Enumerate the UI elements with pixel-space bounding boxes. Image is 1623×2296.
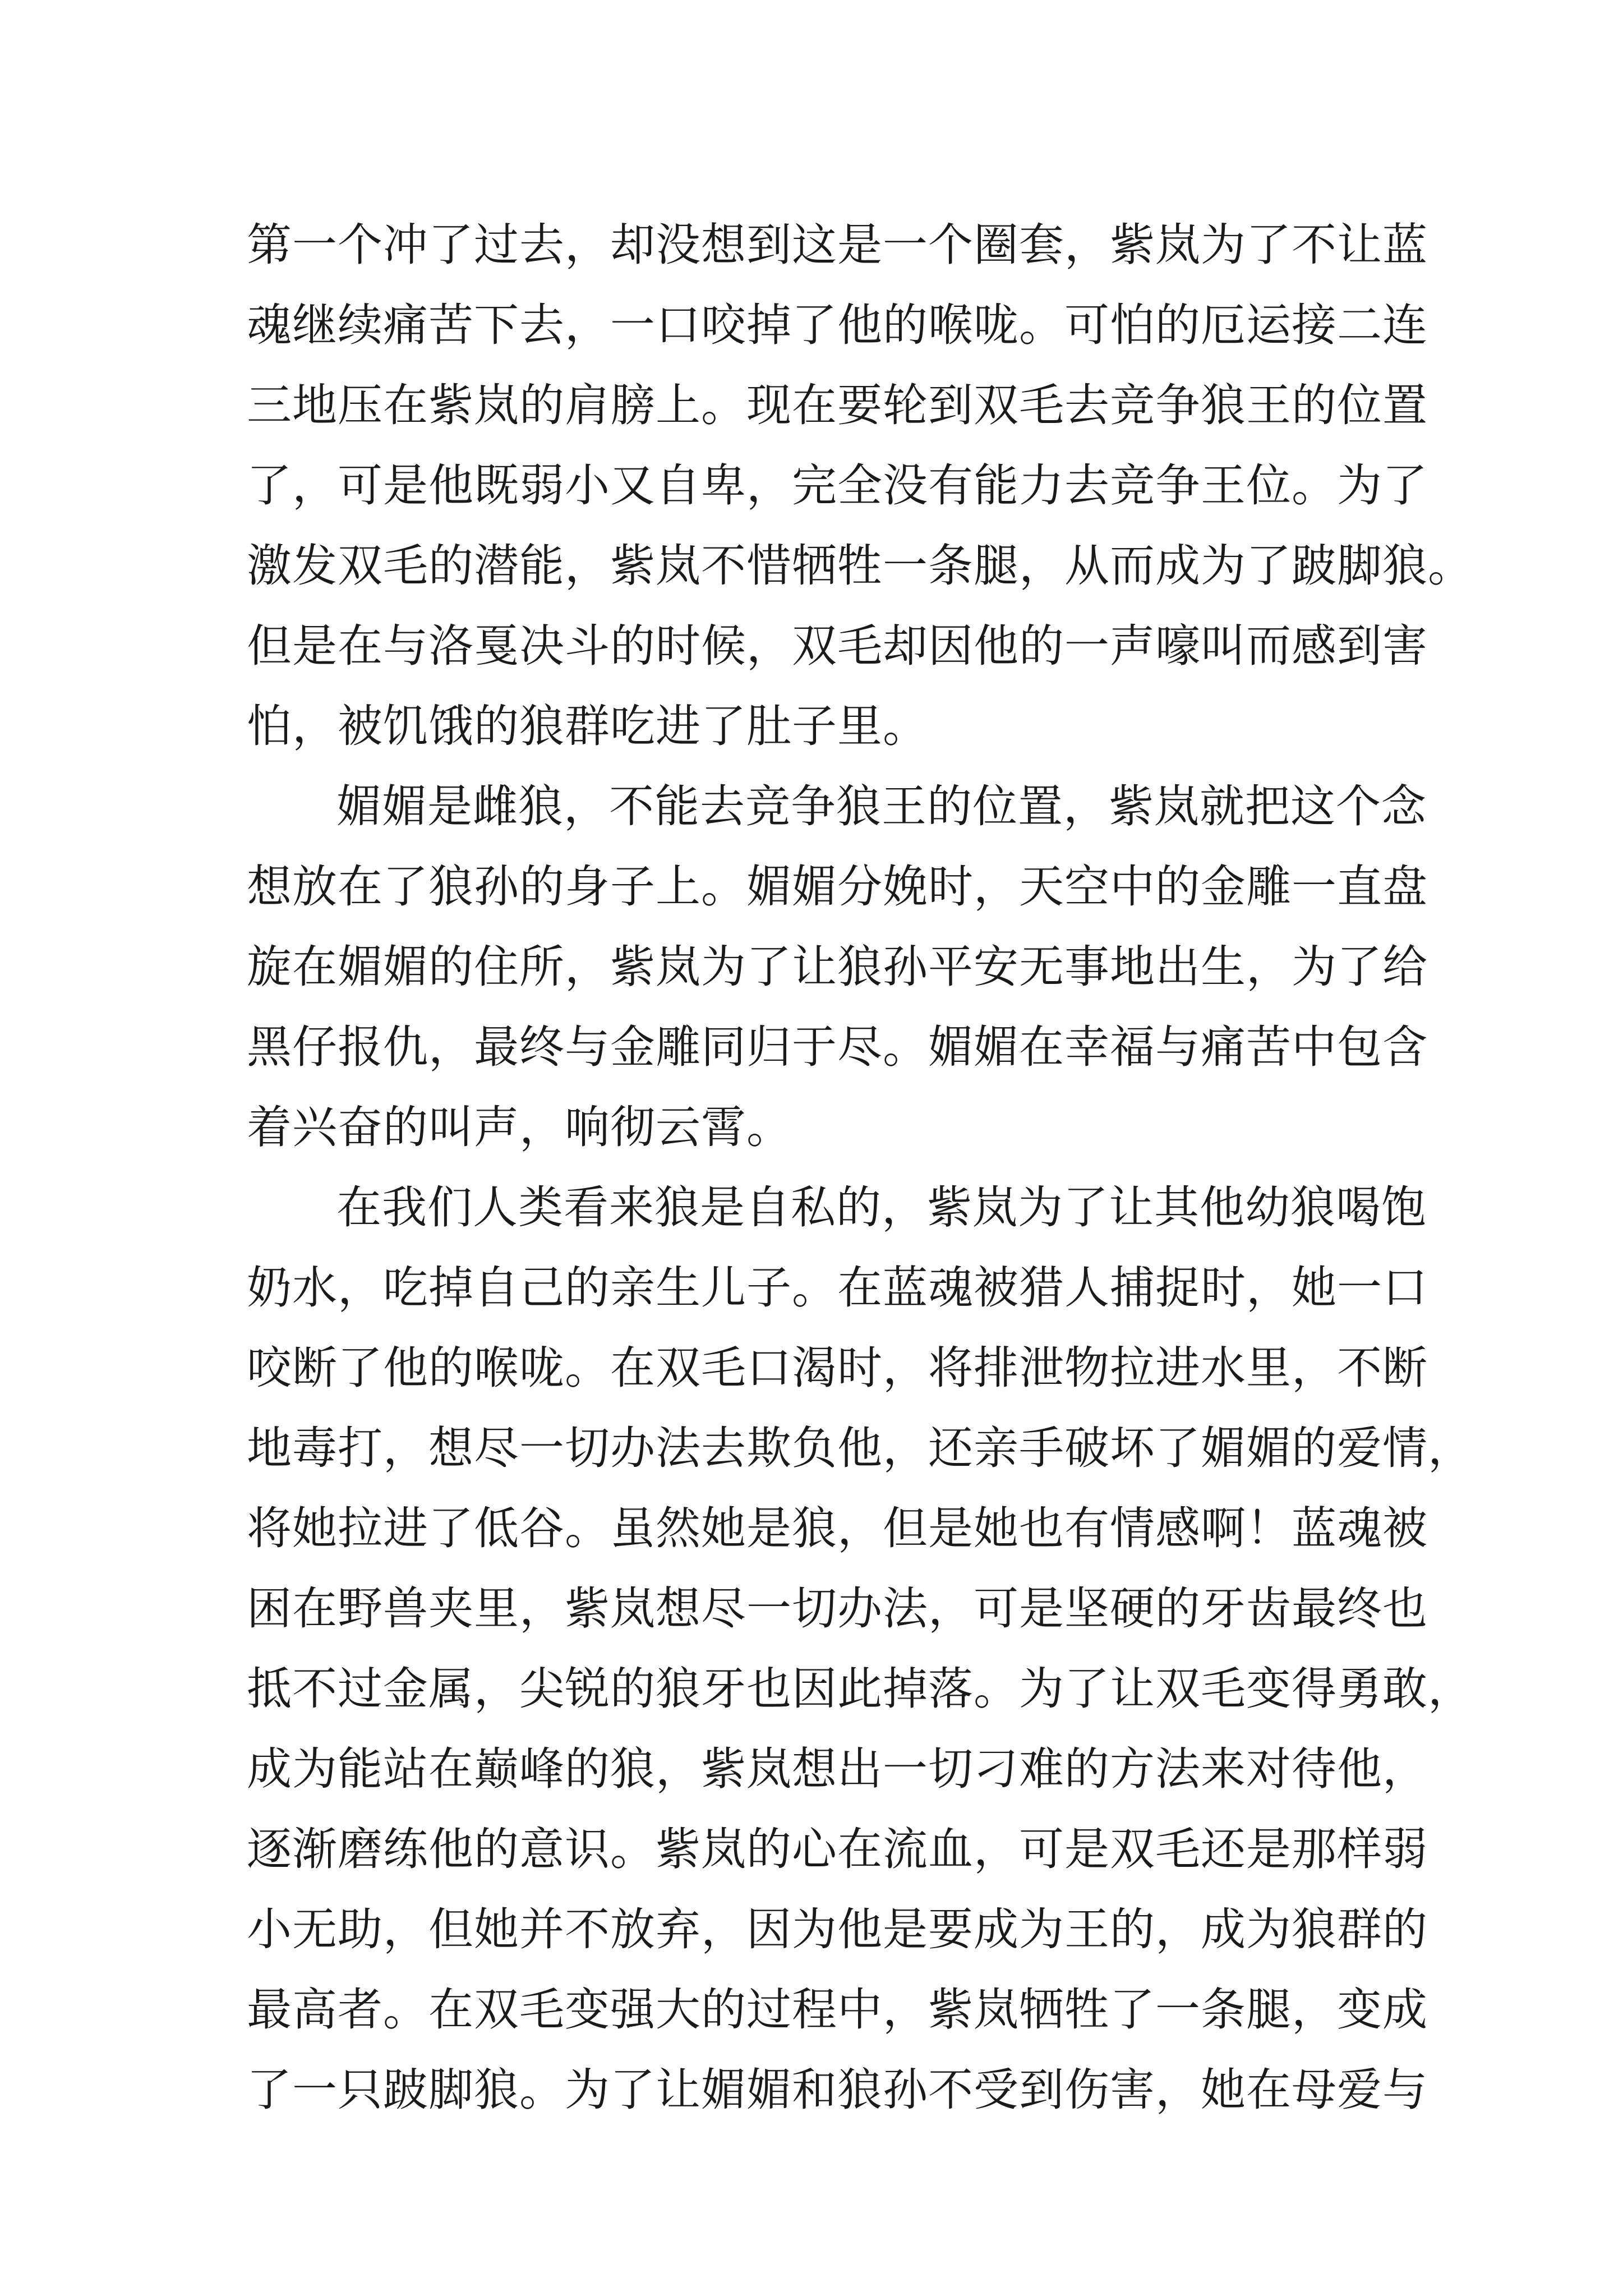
text-line: 怕，被饥饿的狼群吃进了肚子里。 — [247, 700, 928, 752]
text-line: 了，可是他既弱小又自卑，完全没有能力去竞争王位。为了 — [247, 459, 1428, 512]
text-line: 激发双毛的潜能，紫岚不惜牺牲一条腿，从而成为了跛脚狼。 — [247, 540, 1473, 592]
body-text — [247, 205, 1473, 2130]
text-line: 将她拉进了低谷。虽然她是狼，但是她也有情感啊！蓝魂被 — [247, 1502, 1428, 1554]
text-line: 成为能站在巅峰的狼，紫岚想出一切刁难的方法来对待他， — [247, 1743, 1428, 1795]
text-line: 黑仔报仇，最终与金雕同归于尽。媚媚在幸福与痛苦中包含 — [247, 1021, 1428, 1073]
text-line: 在我们人类看来狼是自私的，紫岚为了让其他幼狼喝饱 — [336, 1181, 1427, 1234]
text-line: 最高者。在双毛变强大的过程中，紫岚牺牲了一条腿，变成 — [247, 1984, 1428, 2036]
text-line: 抵不过金属，尖锐的狼牙也因此掉落。为了让双毛变得勇敢， — [247, 1663, 1473, 1715]
text-line: 魂继续痛苦下去，一口咬掉了他的喉咙。可怕的厄运接二连 — [247, 299, 1428, 351]
text-line: 旋在媚媚的住所，紫岚为了让狼孙平安无事地出生，为了给 — [247, 941, 1428, 993]
text-line: 想放在了狼孙的身子上。媚媚分娩时，天空中的金雕一直盘 — [247, 861, 1428, 913]
text-line: 逐渐磨练他的意识。紫岚的心在流血，可是双毛还是那样弱 — [247, 1823, 1428, 1875]
text-line: 小无助，但她并不放弃，因为他是要成为王的，成为狼群的 — [247, 1903, 1428, 1955]
text-line: 但是在与洛戛决斗的时候，双毛却因他的一声嚎叫而感到害 — [247, 620, 1428, 672]
text-line: 了一只跛脚狼。为了让媚媚和狼孙不受到伤害，她在母爱与 — [247, 2064, 1428, 2116]
text-line: 困在野兽夹里，紫岚想尽一切办法，可是坚硬的牙齿最终也 — [247, 1582, 1428, 1635]
text-line: 咬断了他的喉咙。在双毛口渴时，将排泄物拉进水里，不断 — [247, 1342, 1428, 1394]
text-line: 第一个冲了过去，却没想到这是一个圈套，紫岚为了不让蓝 — [247, 219, 1428, 271]
text-line: 地毒打，想尽一切办法去欺负他，还亲手破坏了媚媚的爱情， — [247, 1422, 1473, 1474]
text-line: 三地压在紫岚的肩膀上。现在要轮到双毛去竞争狼王的位置 — [247, 379, 1428, 431]
text-line: 奶水，吃掉自己的亲生儿子。在蓝魂被猎人捕捉时，她一口 — [247, 1262, 1428, 1314]
text-line: 媚媚是雌狼，不能去竞争狼王的位置，紫岚就把这个念 — [336, 780, 1427, 832]
text-line: 着兴奋的叫声，响彻云霄。 — [247, 1101, 792, 1153]
